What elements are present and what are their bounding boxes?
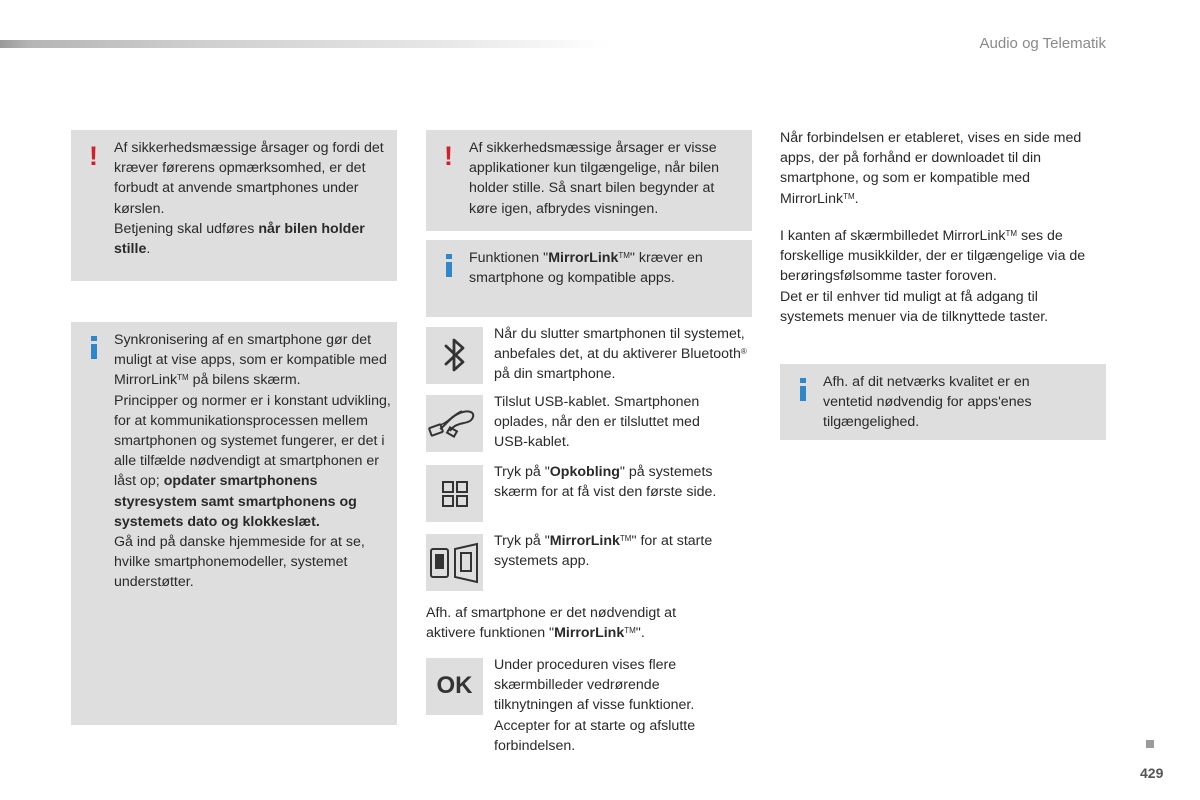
punctuation: . bbox=[146, 241, 151, 258]
trademark-symbol: TM bbox=[1005, 229, 1018, 238]
warning-box-applications bbox=[426, 130, 752, 231]
note-text: Afh. af smartphone er det nødvendigt at aktivere funktionen " bbox=[426, 605, 677, 642]
paragraph-1-end: . bbox=[854, 190, 859, 207]
mirrorlink-phones-icon bbox=[426, 534, 483, 591]
ok-label: OK bbox=[436, 672, 473, 700]
connect-text: Tryk på " bbox=[494, 464, 550, 480]
mirrorlink-step-text bbox=[494, 531, 749, 571]
warning-text: Af sikkerhedsmæssige årsager er visse applikationer kun tilgængelige, når bilen holder stille. Så snart bilen begynder at køre igen, afbrydes visningen. bbox=[469, 140, 720, 217]
mirrorlink-bold: MirrorLink bbox=[549, 533, 620, 549]
info-paragraph-1: Synkronisering af en smartphone gør det muligt at vise apps, som er kompatible med MirrorLink bbox=[114, 332, 387, 389]
warning-instruction: Betjening skal udføres bbox=[114, 220, 259, 237]
trademark-symbol: TM bbox=[843, 191, 855, 201]
warning-text bbox=[114, 138, 392, 259]
info-box-network bbox=[780, 364, 1106, 440]
ok-button-icon bbox=[426, 658, 483, 715]
trademark-symbol: TM bbox=[618, 251, 630, 260]
info-paragraph-3: Gå ind på danske hjemmeside for at se, hvilke smartphonemodeller, systemet understøtter. bbox=[114, 534, 365, 591]
info-text bbox=[114, 330, 392, 593]
mirrorlink-activation-note bbox=[426, 603, 726, 643]
info-paragraph-1-end: på bilens skærm. bbox=[188, 372, 301, 389]
mirrorlink-bold: MirrorLink bbox=[548, 250, 619, 266]
mirrorlink-bold: MirrorLink bbox=[554, 625, 625, 642]
ok-step-text: Under proceduren vises flere skærmbilleder vedrørende tilknytningen af visse funktioner. Accepter for at starte og afslutte forbindelsen. bbox=[494, 657, 696, 754]
info-text bbox=[469, 248, 739, 288]
section-title: Audio og Telematik bbox=[979, 35, 1106, 52]
connect-text-end: " på systemets skærm for at få vist den første side. bbox=[494, 464, 717, 501]
note-text-end: ". bbox=[635, 625, 645, 642]
paragraph-2-end: ses de forskellige musikkilder, der er tilgængelige via de berøringsfølsomme taster foroven. bbox=[780, 228, 1086, 285]
warning-instruction-bold: når bilen holder stille bbox=[114, 220, 365, 258]
info-box-synchronisation bbox=[71, 322, 397, 725]
music-sources-text bbox=[780, 226, 1104, 327]
usb-step-text: Tilslut USB-kablet. Smartphonen oplades, når den er tilsluttet med USB-kablet. bbox=[494, 394, 700, 451]
info-text-end: " kræver en smartphone og kompatible apps. bbox=[469, 250, 703, 287]
header-gradient-bar bbox=[0, 40, 610, 48]
info-box-mirrorlink bbox=[426, 240, 752, 317]
mirror-text-end: " for at starte systemets app. bbox=[494, 533, 713, 570]
info-paragraph-2: Principper og normer er i konstant udvikling, for at kommunikationsprocessen mellem smartphonen og systemet fungerer, er det i alle tilfælde nødvendigt at smartphonen er låst op; bbox=[114, 392, 391, 490]
connection-established-text bbox=[780, 128, 1096, 209]
connect-step-text bbox=[494, 462, 749, 502]
usb-cable-icon bbox=[426, 395, 483, 452]
trademark-symbol: TM bbox=[619, 534, 632, 543]
info-text: Afh. af dit netværks kvalitet er en ventetid nødvendig for apps'enes tilgængelighed. bbox=[823, 374, 1032, 431]
registered-symbol: ® bbox=[740, 347, 747, 357]
warning-icon: ! bbox=[89, 141, 98, 171]
info-paragraph-2-bold: opdater smartphonens styresystem samt smartphonens og systemets dato og klokkeslæt. bbox=[114, 473, 357, 530]
paragraph-3: Det er til enhver tid muligt at få adgang til systemets menuer via de tilknyttede taster. bbox=[780, 288, 1049, 325]
page-number: 429 bbox=[1140, 765, 1164, 781]
trademark-symbol: TM bbox=[177, 373, 189, 383]
warning-paragraph: Af sikkerhedsmæssige årsager og fordi det kræver førerens opmærksomhed, er det forbudt at anvende smartphones under kørslen. bbox=[114, 140, 384, 217]
connection-grid-icon bbox=[426, 465, 483, 522]
warning-box-driving bbox=[71, 130, 397, 281]
page-marker-square bbox=[1146, 740, 1154, 748]
bluetooth-text: Når du slutter smartphonen til systemet, anbefales det, at du aktiverer Bluetooth bbox=[494, 326, 745, 363]
trademark-symbol: TM bbox=[624, 626, 636, 636]
bluetooth-step-text bbox=[494, 324, 756, 385]
info-text-start: Funktionen " bbox=[469, 250, 549, 266]
bluetooth-icon bbox=[426, 327, 483, 384]
paragraph-2: I kanten af skærmbilledet MirrorLink bbox=[780, 228, 1006, 244]
bluetooth-text-end: på din smartphone. bbox=[494, 366, 616, 383]
warning-icon: ! bbox=[444, 141, 453, 171]
paragraph-1: Når forbindelsen er etableret, vises en side med apps, der på forhånd er downloadet til din smartphone, og som er kompatible med MirrorLink bbox=[780, 130, 1082, 207]
opkobling-bold: Opkobling bbox=[549, 464, 620, 480]
mirror-text: Tryk på " bbox=[494, 533, 550, 549]
